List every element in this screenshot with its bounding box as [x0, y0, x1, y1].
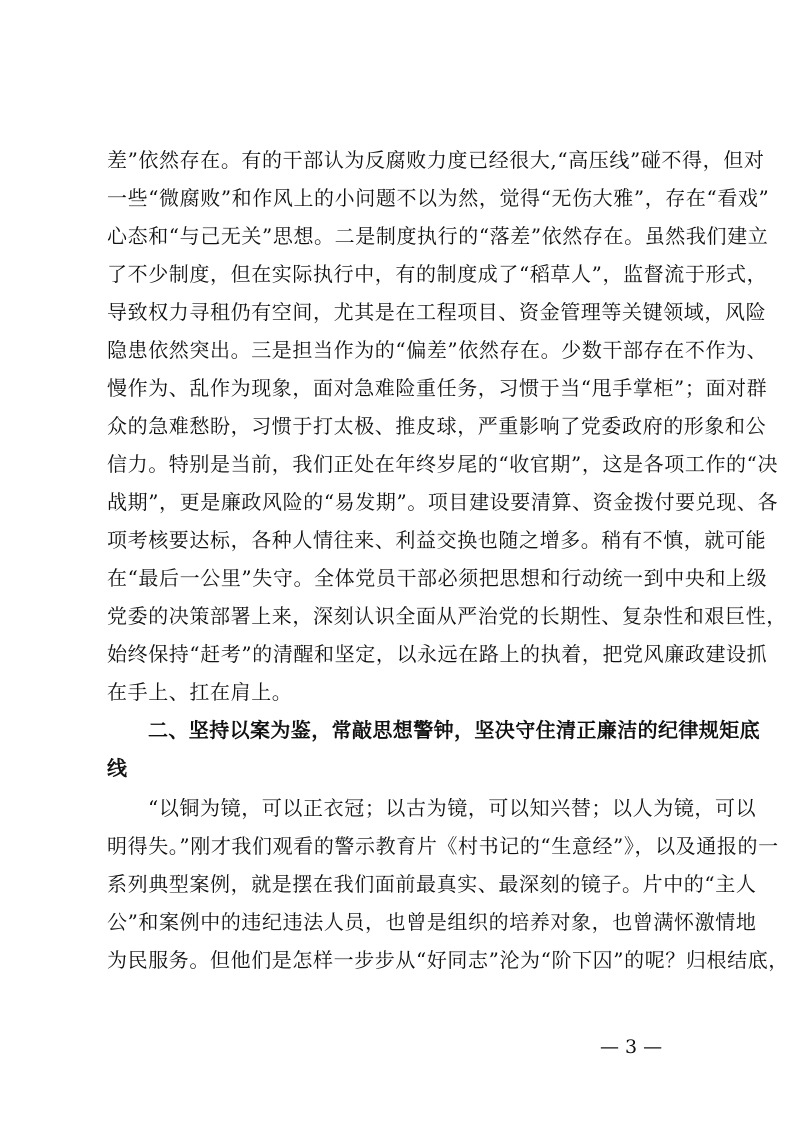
- paragraph-line: 了不少制度，但在实际执行中，有的制度成了“稻草人”，监督流于形式，: [107, 262, 768, 286]
- section-heading: 二、坚持以案为鉴，常敲思想警钟，坚决守住清正廉洁的纪律规矩底: [148, 718, 760, 742]
- paragraph-line: 项考核要达标，各种人情往来、利益交换也随之增多。稍有不慎，就可能: [107, 528, 767, 552]
- paragraph-line: 始终保持“赶考”的清醒和坚定，以永远在路上的执着，把党风廉政建设抓: [107, 642, 768, 666]
- paragraph-line: 心态和“与己无关”思想。二是制度执行的“落差”依然存在。虽然我们建立: [107, 224, 769, 248]
- paragraph-line: 战期”，更是廉政风险的“易发期”。项目建设要清算、资金拨付要兑现、各: [107, 490, 779, 514]
- paragraph-line: “以铜为镜，可以正衣冠；以古为镜，可以知兴替；以人为镜，可以: [148, 796, 757, 820]
- paragraph-line: 为民服务。但他们是怎样一步步从“好同志”沦为“阶下囚”的呢？归根结底，: [107, 948, 789, 972]
- paragraph-line: 慢作为、乱作为现象，面对急难险重任务，习惯于当“甩手掌柜”；面对群: [107, 376, 768, 400]
- paragraph-line: 众的急难愁盼，习惯于打太极、推皮球，严重影响了党委政府的形象和公: [107, 414, 767, 438]
- paragraph-line: 信力。特别是当前，我们正处在年终岁尾的“收官期”，这是各项工作的“决: [107, 452, 779, 476]
- paragraph-line: 公”和案例中的违纪违法人员，也曾是组织的培养对象，也曾满怀激情地: [107, 910, 757, 934]
- paragraph-line: 明得失。”刚才我们观看的警示教育片《村书记的“生意经”》，以及通报的一: [107, 834, 779, 858]
- paragraph-line: 在手上、扛在肩上。: [107, 680, 293, 704]
- paragraph-line: 系列典型案例，就是摆在我们面前最真实、最深刻的镜子。片中的“主人: [107, 872, 757, 896]
- paragraph-line: 隐患依然突出。三是担当作为的“偏差”依然存在。少数干部存在不作为、: [107, 338, 768, 362]
- page-number: — 3 —: [600, 1036, 663, 1058]
- paragraph-line: 差”依然存在。有的干部认为反腐败力度已经很大,“高压线”碰不得，但对: [107, 148, 765, 172]
- paragraph-line: 党委的决策部署上来，深刻认识全面从严治党的长期性、复杂性和艰巨性，: [107, 604, 787, 628]
- paragraph-line: 一些“微腐败”和作风上的小问题不以为然，觉得“无伤大雅”，存在“看戏”: [107, 186, 770, 210]
- paragraph-line: 导致权力寻租仍有空间，尤其是在工程项目、资金管理等关键领域，风险: [107, 300, 767, 324]
- paragraph-line: 在“最后一公里”失守。全体党员干部必须把思想和行动统一到中央和上级: [107, 566, 768, 590]
- section-heading-continued: 线: [107, 756, 128, 780]
